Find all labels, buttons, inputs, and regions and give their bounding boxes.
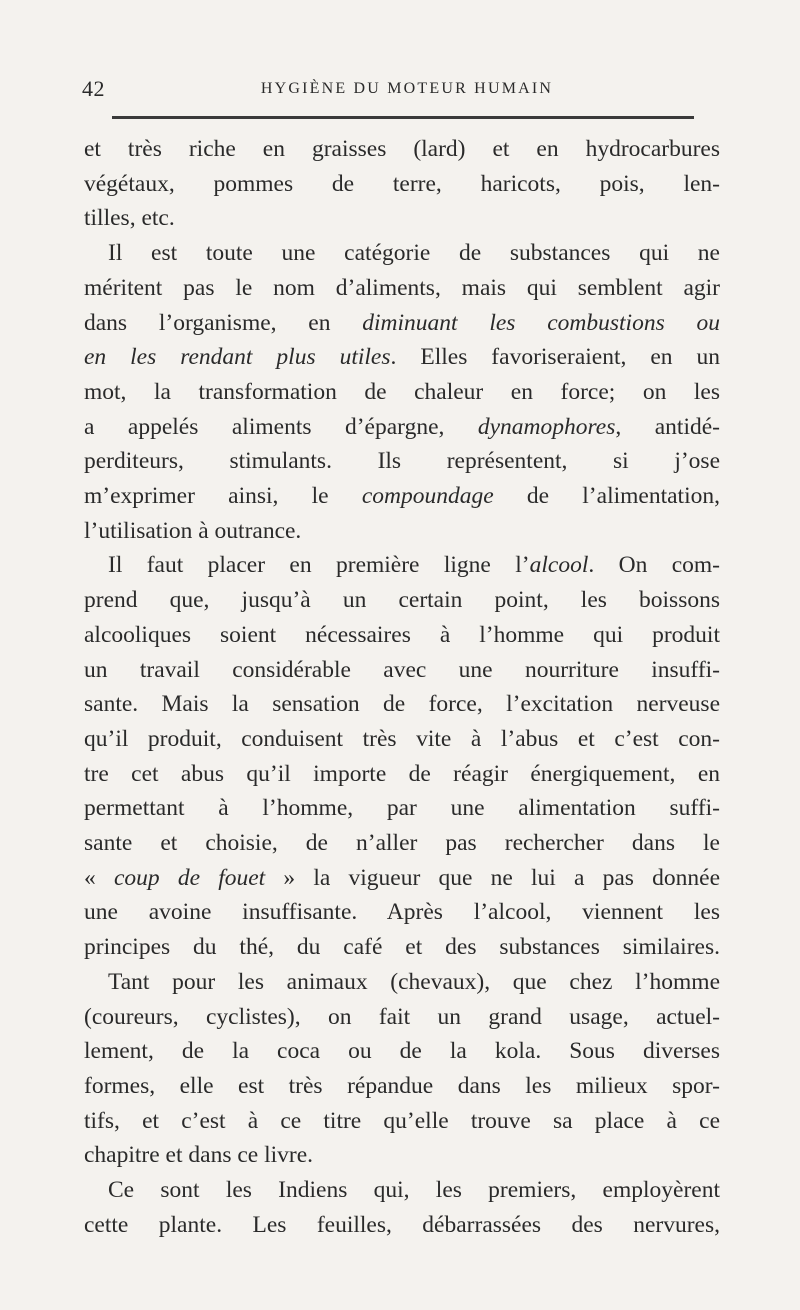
text-line bbox=[84, 236, 720, 271]
text-line bbox=[84, 583, 720, 618]
text-line bbox=[84, 479, 720, 514]
text-line bbox=[84, 1069, 720, 1104]
italic-text: alcool bbox=[529, 552, 589, 579]
text-line bbox=[84, 375, 720, 410]
text-line bbox=[84, 1000, 720, 1035]
text-segment: tifs, et c’est à ce titre qu’elle trouve sa place à ce bbox=[84, 1107, 720, 1134]
text-segment: méritent pas le nom d’aliments, mais qui semblent agir bbox=[84, 274, 720, 301]
text-segment: Ce sont les Indiens qui, les premiers, employèrent bbox=[108, 1177, 720, 1204]
text-line bbox=[84, 1208, 720, 1243]
text-segment: prend que, jusqu’à un certain point, les boissons bbox=[84, 587, 720, 614]
text-line bbox=[84, 861, 720, 896]
text-line bbox=[84, 306, 720, 341]
text-line bbox=[84, 410, 720, 445]
text-segment: sante. Mais la sensation de force, l’excitation nerveuse bbox=[84, 691, 720, 718]
text-line bbox=[84, 930, 720, 965]
text-line bbox=[84, 1034, 720, 1069]
text-segment: de l’alimentation, bbox=[493, 483, 720, 510]
italic-text: coup de fouet bbox=[113, 864, 266, 891]
page-header bbox=[82, 76, 702, 106]
text-segment: tilles, etc. bbox=[84, 205, 175, 232]
text-segment: Il faut placer en première ligne l’ bbox=[108, 552, 530, 579]
text-segment: tre cet abus qu’il importe de réagir énergiquement, en bbox=[84, 760, 720, 787]
text-line bbox=[84, 757, 720, 792]
text-line bbox=[84, 826, 720, 861]
text-segment: , antidé- bbox=[615, 413, 720, 440]
text-segment: » la vigueur que ne lui a pas donnée bbox=[265, 864, 721, 891]
text-segment: alcooliques soient nécessaires à l’homme qui produit bbox=[84, 621, 720, 648]
italic-text: compoundage bbox=[361, 483, 494, 510]
text-line bbox=[84, 791, 720, 826]
text-line bbox=[84, 548, 720, 583]
text-line bbox=[84, 167, 720, 202]
text-line bbox=[84, 201, 720, 236]
running-head: HYGIÈNE DU MOTEUR HUMAIN bbox=[260, 80, 554, 97]
text-line bbox=[84, 1173, 720, 1208]
text-segment: perditeurs, stimulants. Ils représentent, si j’ose bbox=[84, 448, 720, 475]
italic-text: dynamophores bbox=[477, 413, 616, 440]
text-segment: et très riche en graisses (lard) et en hydrocarbures bbox=[84, 136, 720, 162]
text-segment: principes du thé, du café et des substances similaires. bbox=[84, 934, 720, 961]
text-segment: mot, la transformation de chaleur en force; on les bbox=[84, 378, 720, 405]
text-segment: permettant à l’homme, par une alimentation suffi- bbox=[84, 795, 720, 822]
text-segment: « bbox=[84, 864, 114, 891]
text-segment: lement, de la coca ou de la kola. Sous diverses bbox=[84, 1038, 720, 1065]
text-line bbox=[84, 965, 720, 1000]
text-segment: chapitre et dans ce livre. bbox=[84, 1142, 314, 1169]
italic-text: en les rendant plus utiles bbox=[84, 344, 391, 371]
text-segment: a appelés aliments d’épargne, bbox=[84, 413, 478, 440]
header-rule bbox=[112, 116, 694, 119]
text-segment: (coureurs, cyclistes), on fait un grand usage, actuel- bbox=[84, 1003, 720, 1030]
text-segment: végétaux, pommes de terre, haricots, pois, len- bbox=[84, 170, 720, 197]
body-text bbox=[84, 132, 720, 1243]
text-line bbox=[84, 895, 720, 930]
page-number: 42 bbox=[82, 76, 105, 101]
text-line bbox=[84, 653, 720, 688]
text-segment: une avoine insuffisante. Après l’alcool, viennent les bbox=[84, 899, 720, 926]
text-line bbox=[84, 132, 720, 167]
text-segment: sante et choisie, de n’aller pas rechercher dans le bbox=[84, 830, 720, 857]
text-segment: Il est toute une catégorie de substances qui ne bbox=[108, 240, 720, 267]
text-line bbox=[84, 687, 720, 722]
text-segment: m’exprimer ainsi, le bbox=[84, 483, 362, 510]
text-segment: formes, elle est très répandue dans les milieux spor- bbox=[84, 1072, 720, 1099]
text-segment: Tant pour les animaux (chevaux), que chez l’homme bbox=[108, 968, 720, 995]
italic-text: diminuant les combustions ou bbox=[362, 309, 720, 336]
text-line bbox=[84, 271, 720, 306]
text-segment: dans l’organisme, en bbox=[84, 309, 363, 336]
text-line bbox=[84, 618, 720, 653]
text-line bbox=[84, 1138, 720, 1173]
text-segment: . Elles favoriseraient, en un bbox=[390, 344, 720, 371]
text-line bbox=[84, 340, 720, 375]
text-segment: . On com- bbox=[588, 552, 721, 579]
text-line bbox=[84, 722, 720, 757]
text-segment: cette plante. Les feuilles, débarrassées des nervures, bbox=[84, 1211, 720, 1238]
text-line bbox=[84, 444, 720, 479]
text-segment: l’utilisation à outrance. bbox=[84, 517, 302, 544]
text-segment: un travail considérable avec une nourriture insuffi- bbox=[84, 656, 720, 683]
text-segment: qu’il produit, conduisent très vite à l’abus et c’est con- bbox=[84, 725, 720, 752]
text-line bbox=[84, 514, 720, 549]
text-line bbox=[84, 1104, 720, 1139]
